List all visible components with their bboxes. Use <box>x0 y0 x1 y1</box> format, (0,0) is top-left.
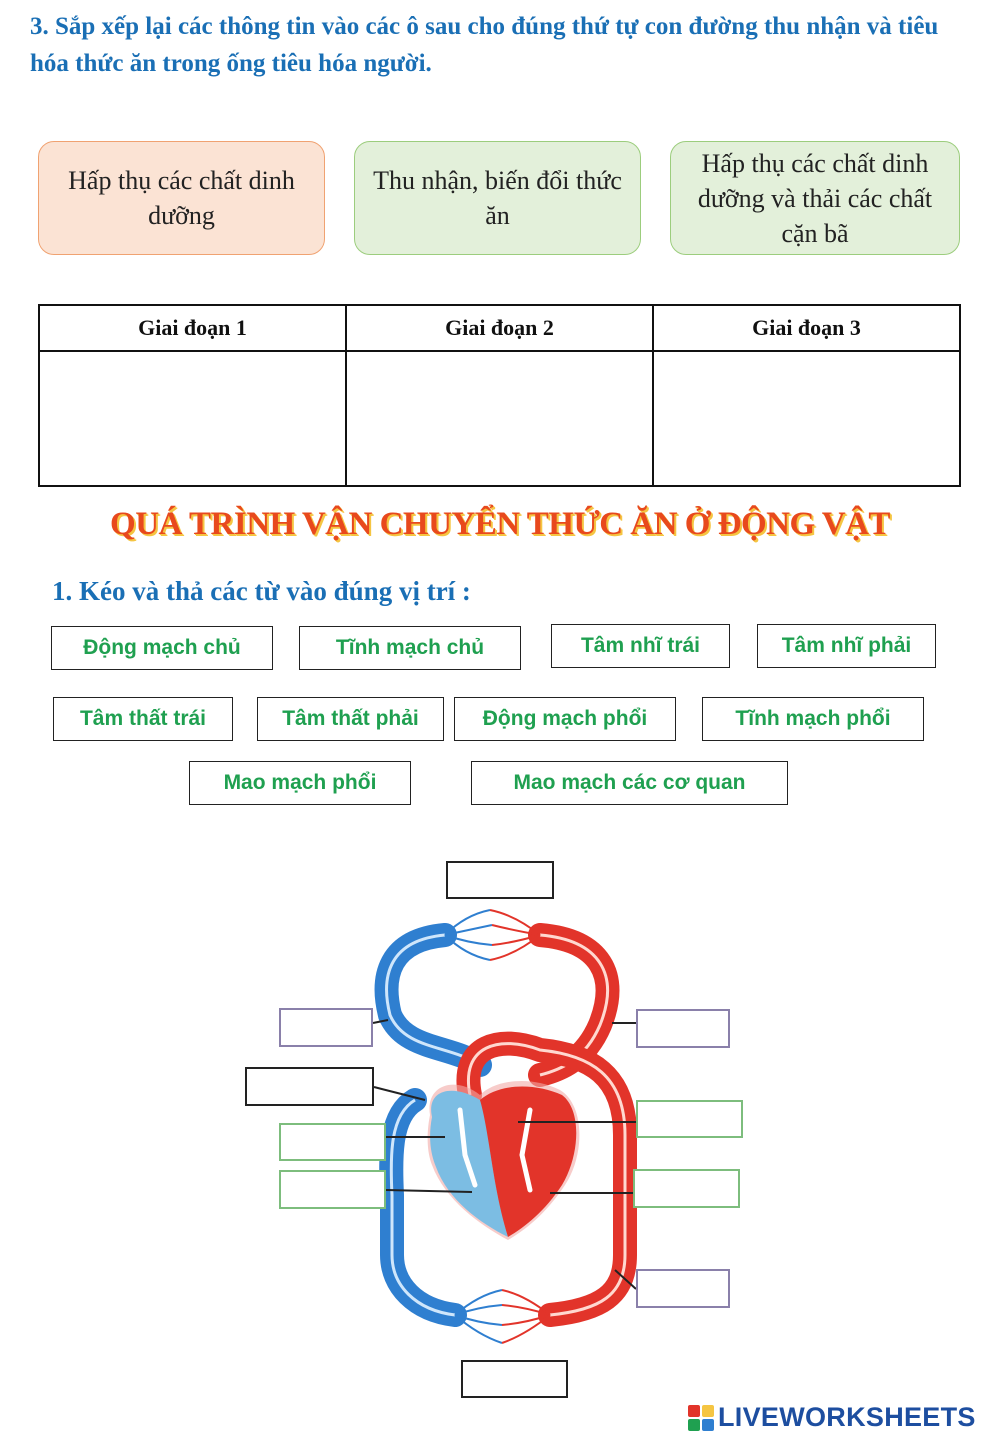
question-3-title: 3. Sắp xếp lại các thông tin vào các ô sau cho đúng thứ tự con đường thu nhận và tiêu hóa thức ăn trong ống tiêu hóa người. <box>30 13 939 77</box>
word-tam-that-trai[interactable]: Tâm thất trái <box>53 697 233 741</box>
drop-zone-right-ventricle[interactable] <box>633 1169 740 1208</box>
word-tam-that-phai[interactable]: Tâm thất phải <box>257 697 444 741</box>
stage-drop-1[interactable] <box>39 351 346 486</box>
stage-header-2: Giai đoạn 2 <box>346 305 653 351</box>
heart-circulation-diagram <box>240 855 760 1415</box>
section-title: QUÁ TRÌNH VẬN CHUYỂN THỨC ĂN Ở ĐỘNG VẬT <box>110 506 890 542</box>
stages-table <box>38 304 961 487</box>
brand-name: LIVEWORKSHEETS <box>718 1402 976 1432</box>
info-card-intake[interactable]: Thu nhận, biến đổi thức ăn <box>354 141 641 255</box>
word-mao-mach-phoi[interactable]: Mao mạch phổi <box>189 761 411 805</box>
drop-zone-left-vein[interactable] <box>245 1067 374 1106</box>
drop-zone-bottom[interactable] <box>461 1360 568 1398</box>
word-dong-mach-phoi[interactable]: Động mạch phổi <box>454 697 676 741</box>
stage-drop-3[interactable] <box>653 351 960 486</box>
stage-drop-2[interactable] <box>346 351 653 486</box>
liveworksheets-logo-icon <box>688 1405 714 1431</box>
drop-zone-right-lower[interactable] <box>636 1269 730 1308</box>
drop-zone-left-atrium[interactable] <box>279 1123 386 1161</box>
drop-zone-right-atrium[interactable] <box>636 1100 743 1138</box>
word-tinh-mach-chu[interactable]: Tĩnh mạch chủ <box>299 626 521 670</box>
drop-zone-right-upper[interactable] <box>636 1009 730 1048</box>
drop-zone-left-ventricle[interactable] <box>279 1170 386 1209</box>
liveworksheets-logo <box>688 1402 976 1433</box>
word-tam-nhi-trai[interactable]: Tâm nhĩ trái <box>551 624 730 668</box>
drop-zone-top[interactable] <box>446 861 554 899</box>
drop-zone-left-upper[interactable] <box>279 1008 373 1047</box>
question-1-title: 1. Kéo và thả các từ vào đúng vị trí : <box>52 576 471 606</box>
word-tam-nhi-phai[interactable]: Tâm nhĩ phải <box>757 624 936 668</box>
word-tinh-mach-phoi[interactable]: Tĩnh mạch phổi <box>702 697 924 741</box>
stage-header-3: Giai đoạn 3 <box>653 305 960 351</box>
info-card-absorb[interactable]: Hấp thụ các chất dinh dưỡng <box>38 141 325 255</box>
word-dong-mach-chu[interactable]: Động mạch chủ <box>51 626 273 670</box>
stage-header-1: Giai đoạn 1 <box>39 305 346 351</box>
word-mao-mach-co-quan[interactable]: Mao mạch các cơ quan <box>471 761 788 805</box>
info-card-absorb-excrete[interactable]: Hấp thụ các chất dinh dưỡng và thải các chất cặn bã <box>670 141 960 255</box>
